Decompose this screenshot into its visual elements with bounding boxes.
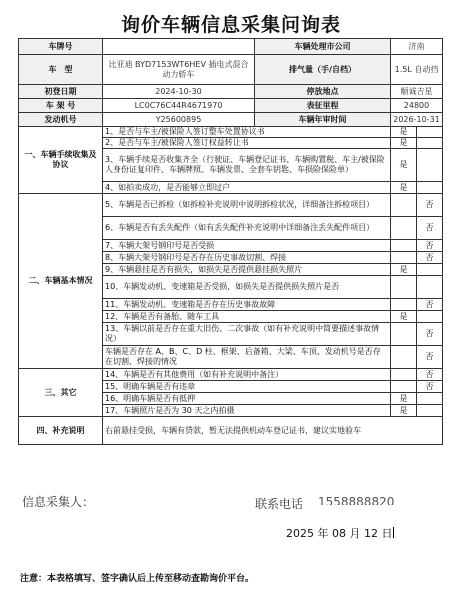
yes-mark[interactable]: 是 [391,393,417,405]
checklist-item: 11、车辆发动机、变速箱是否存在历史事故故障 [103,299,391,311]
parking-value[interactable]: 顺诚吉星 [391,85,443,99]
no-mark[interactable]: 否 [417,252,443,264]
displacement-value[interactable]: 1.5L 自动挡 [391,55,443,85]
no-mark[interactable] [417,311,443,323]
checklist-item: 7、车辆大架号钢印号是否受损 [103,240,391,252]
plate-label: 车牌号 [19,39,103,55]
yes-mark[interactable] [391,194,417,217]
yes-mark[interactable]: 是 [391,264,417,276]
checklist-item: 4、如拍卖成功，是否能够立即过户 [103,182,391,194]
engine-value[interactable]: Y25600895 [103,113,255,127]
sign-date[interactable] [286,525,394,541]
no-mark[interactable] [417,138,443,149]
city-label: 车辆处理市公司 [255,39,391,55]
no-mark[interactable]: 否 [417,381,443,393]
odometer-value[interactable]: 24800 [391,99,443,113]
vin-value[interactable]: LC0C76C44R4671970 [103,99,255,113]
no-mark[interactable] [417,276,443,299]
no-mark[interactable] [417,127,443,138]
phone-label: 联系电话 [255,497,304,511]
odometer-label: 表征里程 [255,99,391,113]
no-mark[interactable]: 否 [417,369,443,381]
checklist-item: 15、明确车辆是否有违章 [103,381,391,393]
no-mark[interactable]: 否 [417,194,443,217]
section-4-title: 四、补充说明 [19,417,103,445]
checklist-item: 6、车辆是否有丢失配件（如有丢失配件补充说明中详细备注丢失配件项目） [103,217,391,240]
form-title: 询价车辆信息采集问询表 [120,14,341,36]
annual-label: 车辆年审时间 [255,113,391,127]
displacement-label: 排气量（手/自档） [255,55,391,85]
yes-mark[interactable]: 是 [391,311,417,323]
section-2-title: 二、车辆基本情况 [19,194,103,369]
checklist-item: 17、车辆照片是否为 30 天之内拍摄 [103,405,391,417]
checklist-item: 14、车辆是否有其他费用（如有补充说明中备注） [103,369,391,381]
no-mark[interactable]: 否 [417,240,443,252]
checklist-item: 16、明确车辆是否有抵押 [103,393,391,405]
checklist-item: 车辆是否存在 A、B、C、D 柱、框架、后备箱、大梁、车顶、发动机号是否存在切割、焊接的情况 [103,346,391,369]
yes-mark[interactable]: 是 [391,138,417,149]
section-1-title: 一、车辆手续收集及协议 [19,127,103,194]
no-mark[interactable]: 否 [417,217,443,240]
checklist-item: 12、车辆是否有备胎、随车工具 [103,311,391,323]
yes-mark[interactable] [391,369,417,381]
checklist-item: 10、车辆发动机、变速箱是否受损，如损失是否提供损失照片是否 [103,276,391,299]
yes-mark[interactable] [391,323,417,346]
reg-date-label: 初登日期 [19,85,103,99]
no-mark[interactable]: 否 [417,346,443,369]
vin-label: 车 架 号 [19,99,103,113]
no-mark[interactable]: 否 [417,323,443,346]
phone-value[interactable]: 1558888820 [318,495,395,505]
remark-text[interactable]: 右前悬挂受损，车辆有贷款，暂无法提供机动车登记证书，建议实地验车 [103,417,443,445]
collector-label: 信息采集人： [22,495,95,509]
no-mark[interactable] [417,393,443,405]
checklist-item: 13、车辆以前是否存在重大旧伤、二次事故（如有补充说明中简要描述事故情况） [103,323,391,346]
inquiry-form-table [18,38,443,445]
yes-mark[interactable] [391,381,417,393]
checklist-item: 3、车辆手续是否收集齐全（行驶证、车辆登记证书、车辆购置税、车主/被保险人身份证复印件、车辆牌照、车辆发票、全套车钥匙、车损险保险单） [103,149,391,182]
checklist-item: 9、车辆悬挂是否有损失，如损失是否提供悬挂损失照片 [103,264,391,276]
no-mark[interactable] [417,264,443,276]
no-mark[interactable] [417,182,443,194]
checklist-item: 5、车辆是否已拆检（如拆检补充说明中说明拆检状况，详细备注拆检项目） [103,194,391,217]
yes-mark[interactable] [391,346,417,369]
yes-mark[interactable]: 是 [391,127,417,138]
annual-value[interactable]: 2026-10-31 [391,113,443,127]
model-value[interactable]: 比亚迪 BYD7153WT6HEV 插电式混合动力轿车 [103,55,255,85]
city-value[interactable]: 济南 [391,39,443,55]
footer-note: 注意：本表格填写、签字确认后上传至移动查勘询价平台。 [20,574,255,584]
checklist-item: 1、是否与车主/被保险人签订整车处置协议书 [103,127,391,138]
checklist-item: 8、车辆大架号钢印号是否存在历史事故切割、焊接 [103,252,391,264]
section-3-title: 三、其它 [19,369,103,417]
text-cursor [393,527,394,538]
yes-mark[interactable] [391,240,417,252]
no-mark[interactable]: 否 [417,299,443,311]
yes-mark[interactable] [391,252,417,264]
yes-mark[interactable] [391,299,417,311]
engine-label: 发动机号 [19,113,103,127]
no-mark[interactable] [417,405,443,417]
yes-mark[interactable]: 是 [391,149,417,182]
model-label: 车 型 [19,55,103,85]
yes-mark[interactable] [391,217,417,240]
yes-mark[interactable] [391,276,417,299]
parking-label: 停放地点 [255,85,391,99]
sign-date-text: 2025 年 08 月 12 日 [286,527,393,540]
yes-mark[interactable]: 是 [391,405,417,417]
reg-date-value[interactable]: 2024-10-30 [103,85,255,99]
no-mark[interactable] [417,149,443,182]
checklist-item: 2、是否与车主/被保险人签订权益转让书 [103,138,391,149]
plate-value[interactable] [103,39,255,55]
yes-mark[interactable]: 是 [391,182,417,194]
